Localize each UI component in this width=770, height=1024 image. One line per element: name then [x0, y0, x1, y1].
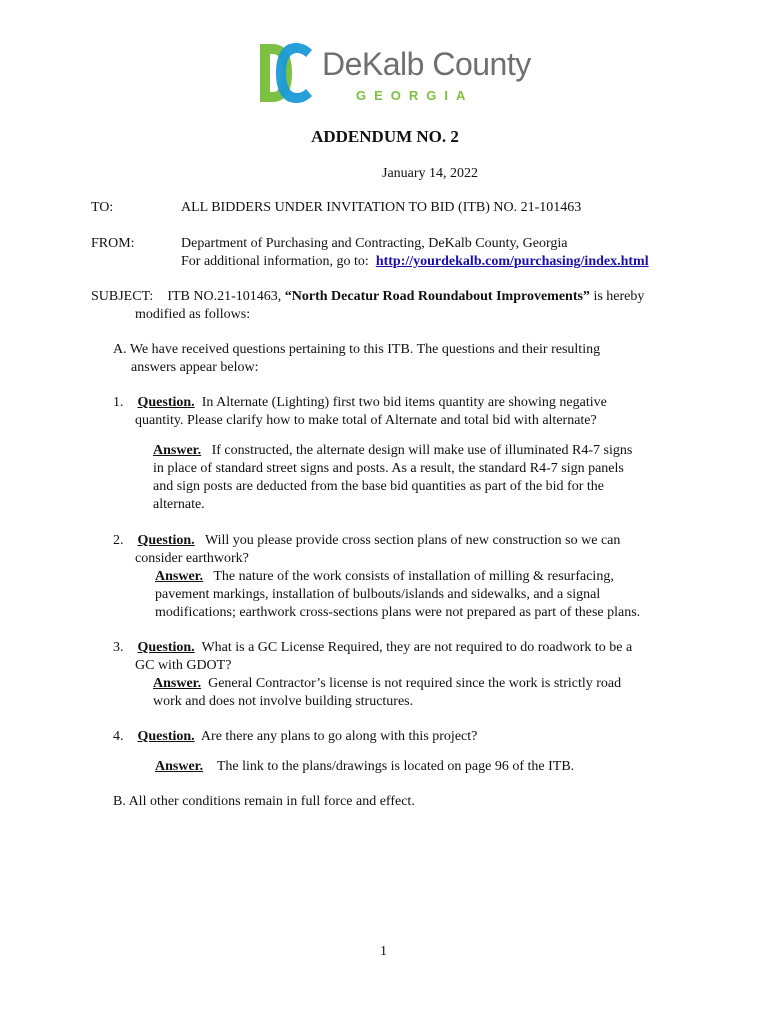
from-line2-prefix: For additional information, go to:	[181, 254, 369, 269]
logo-county-name: DeKalb County	[322, 46, 531, 82]
item-1-answer-line3: and sign posts are deducted from the base bid quantities as part of the bid for the	[153, 479, 604, 494]
question-text: What is a GC License Required, they are not required to do roadwork to be a	[201, 640, 633, 655]
question-label: Question.	[137, 395, 195, 410]
item-number: 1.	[113, 395, 124, 410]
answer-label: Answer.	[153, 676, 202, 691]
item-3-question-line1	[113, 640, 632, 656]
from-line2	[181, 254, 649, 270]
item-1-question-line2: quantity. Please clarify how to make total of Alternate and total bid with alternate?	[135, 413, 597, 428]
item-number: 2.	[113, 533, 124, 548]
answer-text: The nature of the work consists of installation of milling & resurfacing,	[213, 569, 614, 584]
subject-line2: modified as follows:	[135, 307, 251, 322]
item-2-answer-line2: pavement markings, installation of bulbouts/islands and sidewalks, and a signal	[155, 587, 601, 602]
page-title: ADDENDUM NO. 2	[311, 127, 459, 146]
question-label: Question.	[137, 533, 195, 548]
answer-label: Answer.	[155, 569, 204, 584]
question-label: Question.	[137, 729, 195, 744]
dc-monogram-icon	[258, 40, 314, 106]
document-date: January 14, 2022	[382, 166, 479, 181]
purchasing-link[interactable]: http://yourdekalb.com/purchasing/index.html	[375, 254, 649, 269]
answer-label: Answer.	[155, 759, 204, 774]
item-4-question-line1	[113, 729, 477, 745]
to-value: ALL BIDDERS UNDER INVITATION TO BID (ITB) NO. 21-101463	[181, 200, 582, 215]
item-2-question-line2: consider earthwork?	[135, 551, 249, 566]
from-label: FROM:	[91, 236, 135, 251]
item-3-question-line2: GC with GDOT?	[135, 658, 232, 673]
page-number: 1	[380, 944, 387, 959]
answer-text: General Contractor’s license is not required since the work is strictly road	[208, 676, 622, 691]
to-label: TO:	[91, 200, 114, 215]
section-a-line1: A. We have received questions pertaining to this ITB. The questions and their resulting	[113, 342, 601, 357]
item-number: 3.	[113, 640, 124, 655]
question-label: Question.	[137, 640, 195, 655]
item-2-answer-line1	[155, 569, 614, 585]
answer-label: Answer.	[153, 443, 202, 458]
subject-line1	[91, 289, 644, 305]
section-a-line2: answers appear below:	[131, 360, 259, 375]
item-1-answer-line4: alternate.	[153, 497, 205, 512]
item-3-answer-line1	[153, 676, 621, 692]
county-logo	[258, 40, 531, 110]
subject-label: SUBJECT:	[91, 289, 154, 304]
item-2-question-line1	[113, 533, 620, 549]
subject-suffix: is hereby	[593, 289, 645, 304]
item-1-question-line1	[113, 395, 607, 411]
question-text: In Alternate (Lighting) first two bid items quantity are showing negative	[201, 395, 607, 410]
from-line1: Department of Purchasing and Contracting, DeKalb County, Georgia	[181, 236, 568, 251]
section-b: B. All other conditions remain in full force and effect.	[113, 794, 415, 809]
subject-project-name: “North Decatur Road Roundabout Improvements”	[284, 289, 590, 304]
item-3-answer-line2: work and does not involve building structures.	[153, 694, 414, 709]
item-number: 4.	[113, 729, 124, 744]
item-2-answer-line3: modifications; earthwork cross-sections plans were not prepared as part of these plans.	[155, 605, 641, 620]
subject-prefix: ITB NO.21-101463,	[167, 289, 282, 304]
item-1-answer-line2: in place of standard street signs and posts. As a result, the standard R4-7 sign panels	[153, 461, 624, 476]
answer-text: If constructed, the alternate design will make use of illuminated R4-7 signs	[211, 443, 633, 458]
answer-text: The link to the plans/drawings is located on page 96 of the ITB.	[216, 759, 575, 774]
logo-state-name: GEORGIA	[356, 88, 474, 103]
item-4-answer-line1	[155, 759, 574, 775]
question-text: Are there any plans to go along with this project?	[200, 729, 478, 744]
item-1-answer-line1	[153, 443, 632, 459]
question-text: Will you please provide cross section plans of new construction so we can	[204, 533, 621, 548]
